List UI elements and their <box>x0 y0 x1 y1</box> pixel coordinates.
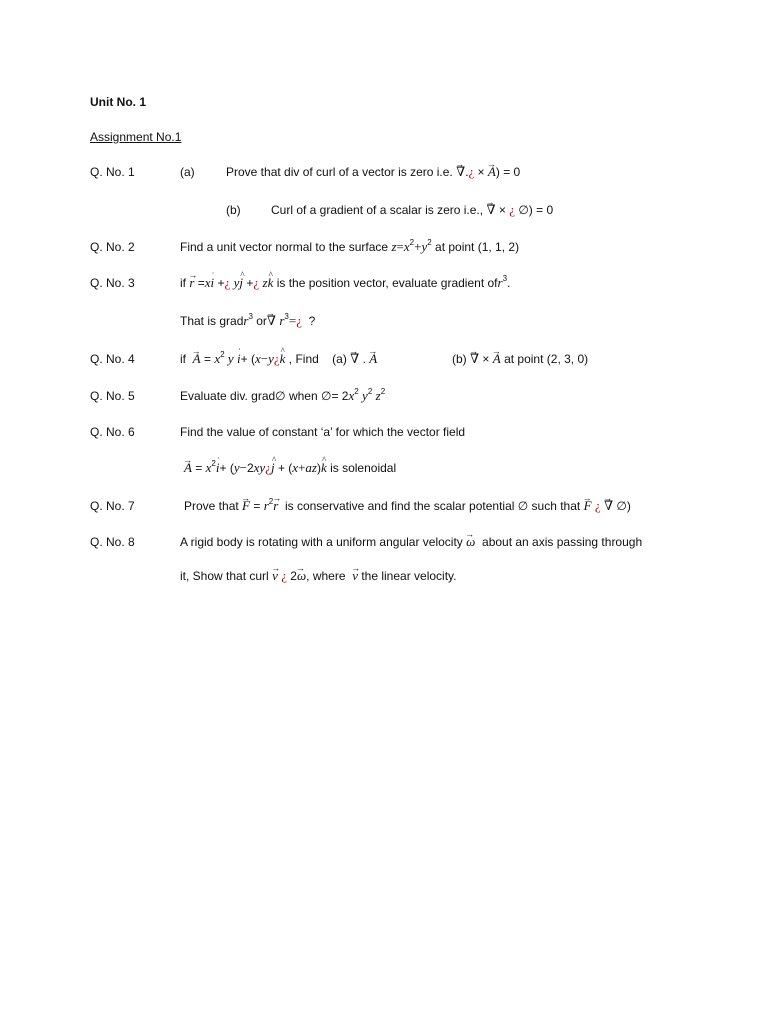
unit-heading: Unit No. 1 <box>90 95 146 109</box>
question-number: Q. No. 5 <box>90 389 135 403</box>
question-text: if → r =x˙ i +¿ y^ j +¿ z^ k is the position vector, evaluate gradient ofr$^3$. <box>180 275 510 291</box>
question-number: Q. No. 6 <box>90 425 135 439</box>
question-text: That is gradr$^3$ or→ ∇ $r^3=¿$ ? <box>180 313 315 329</box>
question-text: Curl of a gradient of a scalar is zero i.e., → ∇ × ¿ ∅) = 0 <box>271 202 553 218</box>
question-text: it, Show that curl → v ¿ 2→ ω, where → v the linear velocity. <box>180 568 456 584</box>
question-text: Evaluate div. grad∅ when ∅= $2x^2$ $y^2$ $z^2$ <box>180 387 386 403</box>
assignment-heading: Assignment No.1 <box>90 130 182 144</box>
question-text: Prove that div of curl of a vector is zero i.e. → ∇.¿ × → A) = 0 <box>226 164 520 180</box>
question-text: → $A = x^2˙$ i+ (y−2xy¿^ j + (x+az)^ k is solenoidal <box>184 460 396 476</box>
part-label: (b) <box>226 203 241 217</box>
question-number: Q. No. 4 <box>90 352 135 366</box>
question-text: A rigid body is rotating with a uniform angular velocity → ω about an axis passing through <box>180 534 642 550</box>
question-number: Q. No. 3 <box>90 276 135 290</box>
question-text: (b) → ∇ × → A at point (2, 3, 0) <box>452 351 588 367</box>
question-number: Q. No. 2 <box>90 240 135 254</box>
question-text: Find a unit vector normal to the surface $z=x^2+y^2$ at point (1, 1, 2) <box>180 238 520 254</box>
question-number: Q. No. 1 <box>90 165 135 179</box>
question-text: Prove that → $F = r^2\to r$ is conservative and find the scalar potential ∅ such that → F ¿ → ∇ ∅) <box>184 498 631 514</box>
part-label: (a) <box>180 165 195 179</box>
question-number: Q. No. 7 <box>90 499 135 513</box>
question-number: Q. No. 8 <box>90 535 135 549</box>
question-text: Find the value of constant ‘a’ for which the vector field <box>180 425 466 439</box>
question-text: if → $A = x^2$ y ˙ i+ (x−y¿^ k , Find (a) → ∇ . → A <box>180 351 377 367</box>
